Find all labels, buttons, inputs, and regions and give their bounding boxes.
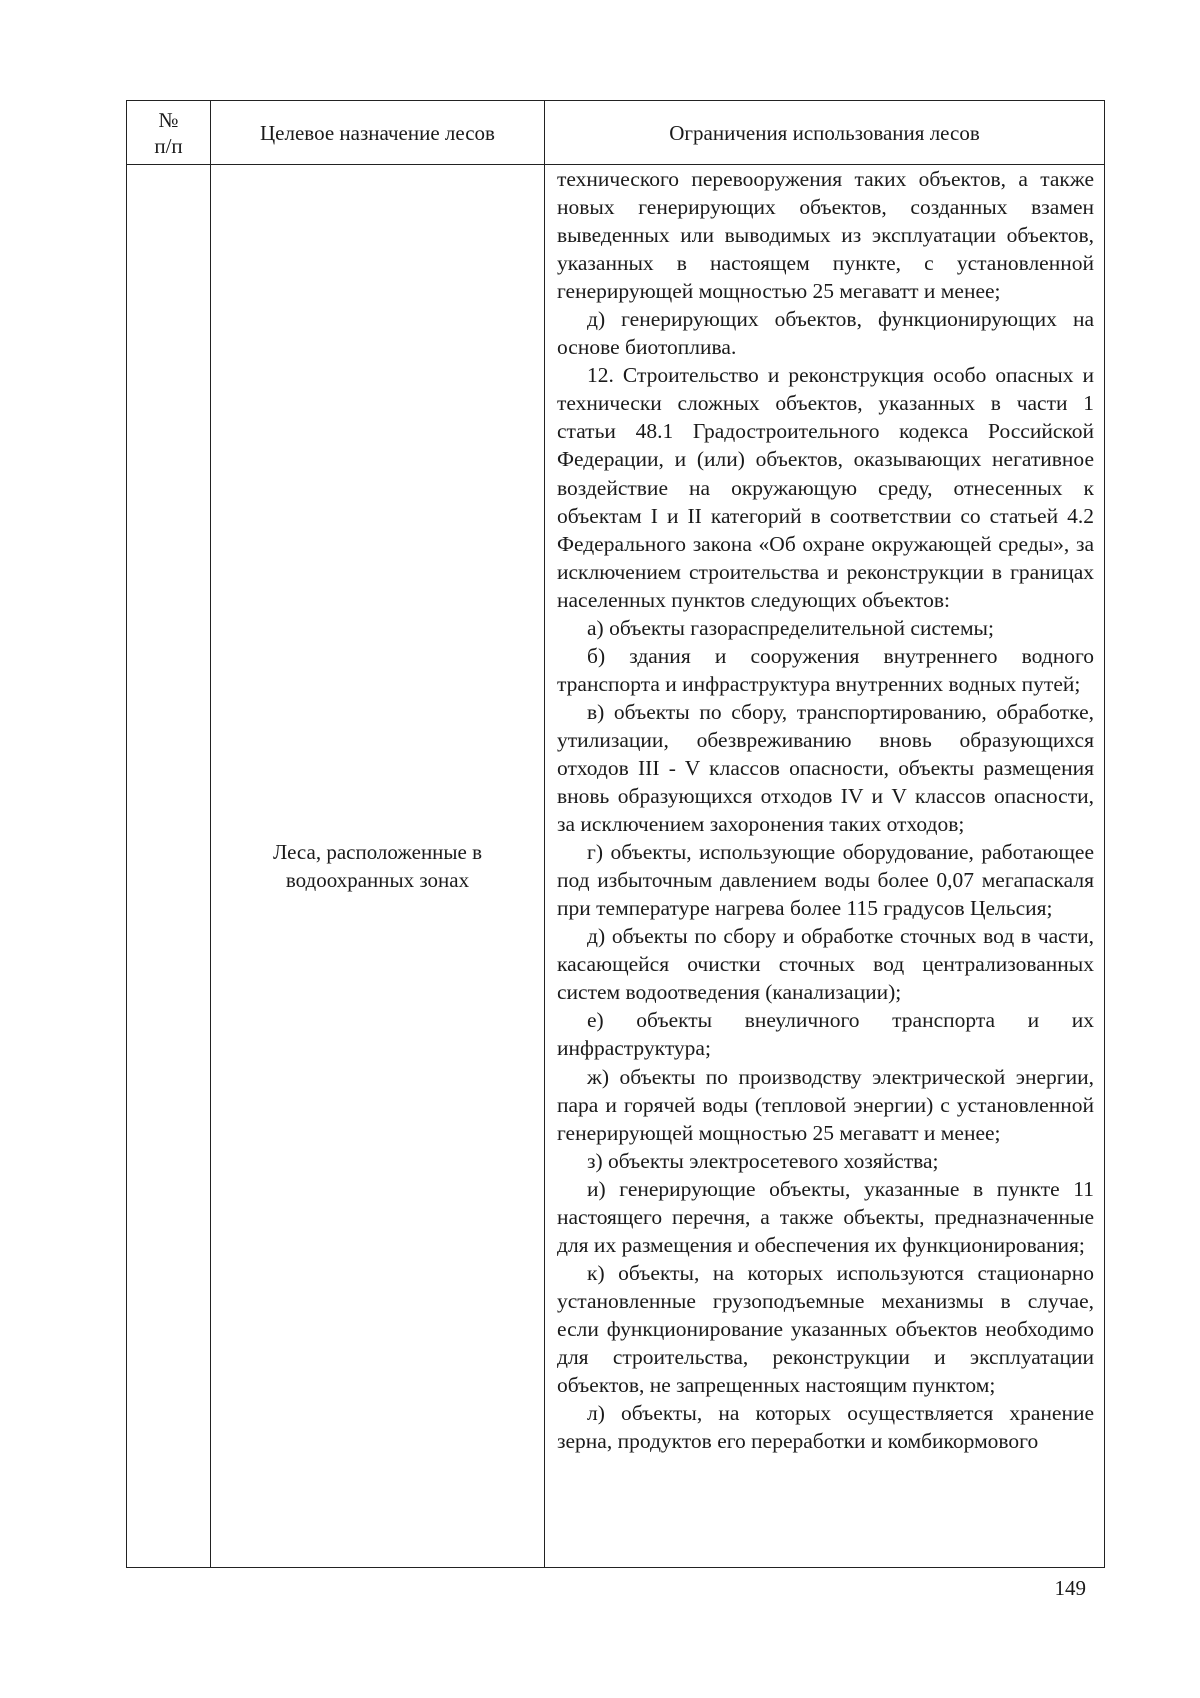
restrictions-body — [557, 165, 1094, 1455]
restriction-paragraph: к) объекты, на которых используются стационарно установленные грузоподъемные механизмы в случае, если функционирование указанных объектов необходимо для строительства, реконструкции и эксплуатации объектов, не запрещенных настоящим пунктом; — [557, 1260, 1094, 1398]
purpose-text-line2: водоохранных зонах — [285, 868, 470, 892]
restriction-paragraph: 12. Строительство и реконструкция особо опасных и технически сложных объектов, указанных в части 1 статьи 48.1 Градостроительного кодекса Российской Федерации, и (или) объектов, оказывающих негативное воздействие на окружающую среду, отнесенных к объектам I и II категорий в соответствии со статьей 4.2 Федерального закона «Об охране окружающей среды», за исключением строительства и реконструкции в границах населенных пунктов следующих объектов: — [557, 363, 1094, 612]
row-restrictions-cell — [545, 165, 1105, 1568]
page-number: 149 — [1054, 1576, 1086, 1600]
restriction-paragraph: е) объекты внеуличного транспорта и их инфраструктура; — [557, 1008, 1094, 1061]
header-purpose: Целевое назначение лесов — [211, 101, 545, 165]
restriction-paragraph: г) объекты, использующие оборудование, работающее под избыточным давлением воды более 0,07 мегапаскаля при температуре нагрева более 115 градусов Цельсия; — [557, 840, 1094, 921]
restriction-paragraph: а) объекты газораспределительной системы; — [587, 615, 994, 640]
restriction-paragraph: б) здания и сооружения внутреннего водного транспорта и инфраструктура внутренних водных путей; — [557, 643, 1094, 696]
restrictions-table — [126, 100, 1105, 1568]
restriction-paragraph: д) объекты по сбору и обработке сточных вод в части, касающейся очистки сточных вод централизованных систем водоотведения (канализации); — [557, 924, 1094, 1005]
restriction-paragraph: и) генерирующие объекты, указанные в пункте 11 настоящего перечня, а также объекты, предназначенные для их размещения и обеспечения их функционирования; — [557, 1176, 1094, 1257]
header-restrictions: Ограничения использования лесов — [545, 101, 1105, 165]
restriction-paragraph: л) объекты, на которых осуществляется хранение зерна, продуктов его переработки и комбикормового — [557, 1401, 1094, 1454]
purpose-text-line1: Леса, расположенные в — [272, 840, 483, 864]
table-row — [127, 165, 1105, 1568]
row-purpose-cell — [211, 165, 545, 1568]
table-header-row — [127, 101, 1105, 165]
restriction-paragraph: з) объекты электросетевого хозяйства; — [587, 1148, 939, 1173]
header-number-sign: № — [158, 107, 179, 132]
restriction-paragraph: д) генерирующих объектов, функционирующих на основе биотоплива. — [557, 307, 1094, 360]
restriction-paragraph: ж) объекты по производству электрической энергии, пара и горячей воды (тепловой энергии) с установленной генерирующей мощностью 25 мегаватт и менее; — [557, 1064, 1094, 1145]
header-number-label: п/п — [154, 133, 183, 158]
restriction-paragraph: в) объекты по сбору, транспортированию, обработке, утилизации, обезвреживанию вновь образующихся отходов III - V классов опасности, объекты размещения вновь образующихся отходов IV и V классов опасности, за исключением захоронения таких отходов; — [557, 699, 1094, 837]
restriction-paragraph: технического перевооружения таких объектов, а также новых генерирующих объектов, созданных взамен выведенных или выводимых из эксплуатации объектов, указанных в настоящем пункте, с установленной генерирующей мощностью 25 мегаватт и менее; — [557, 167, 1094, 304]
header-number — [127, 101, 211, 165]
row-number-cell — [127, 165, 211, 1568]
